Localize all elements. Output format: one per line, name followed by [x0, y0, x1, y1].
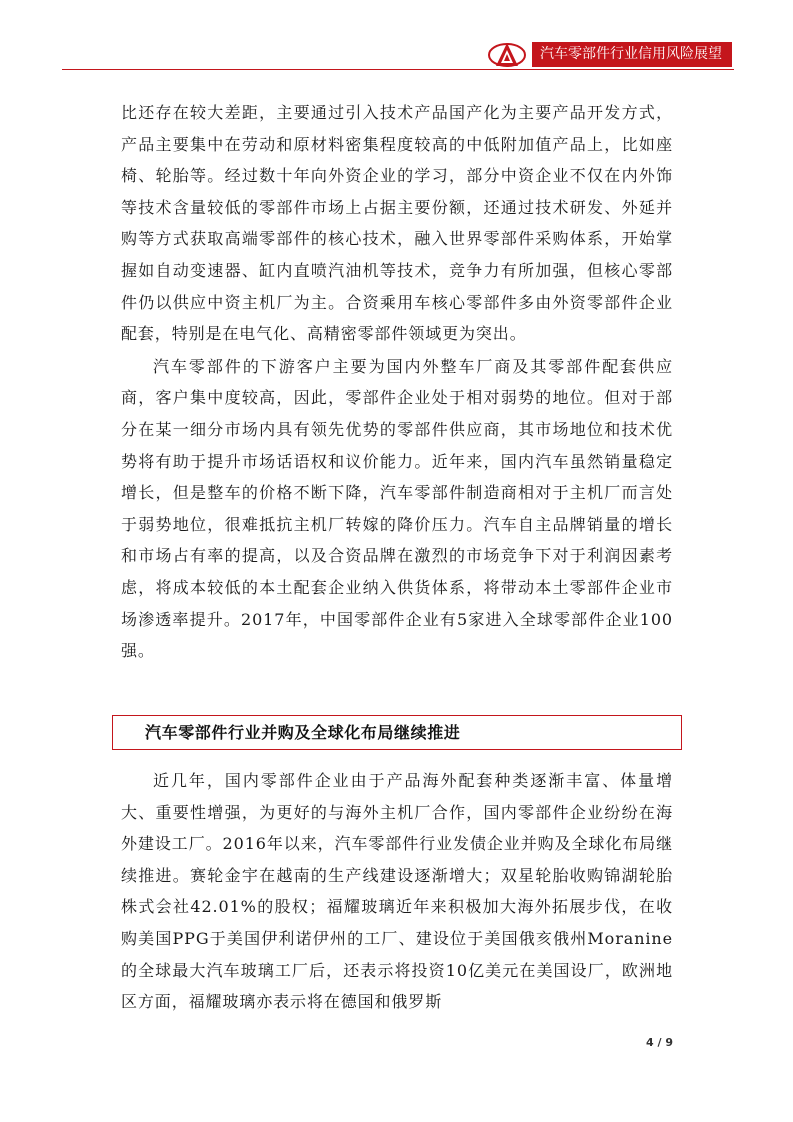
section-heading: 汽车零部件行业并购及全球化布局继续推进 — [145, 723, 461, 742]
body-text-bottom — [121, 765, 673, 1018]
paragraph-1: 比还存在较大差距，主要通过引入技术产品国产化为主要产品开发方式，产品主要集中在劳动和原材料密集程度较高的中低附加值产品上，比如座椅、轮胎等。经过数十年向外资企业的学习，部分中资企业不仅在内外饰等技术含量较低的零部件市场上占据主要份额，还通过技术研发、外延并购等方式获取高端零部件的核心技术，融入世界零部件采购体系，开始掌握如自动变速器、缸内直喷汽油机等技术，竞争力有所加强，但核心零部件仍以供应中资主机厂为主。合资乘用车核心零部件多由外资零部件企业配套，特别是在电气化、高精密零部件领域更为突出。 — [121, 103, 673, 344]
page-number: 4 / 9 — [646, 1036, 673, 1049]
paragraph-3: 近几年，国内零部件企业由于产品海外配套种类逐渐丰富、体量增大、重要性增强，为更好的与海外主机厂合作，国内零部件企业纷纷在海外建设工厂。2016年以来，汽车零部件行业发债企业并购及全球化布局继续推进。赛轮金宇在越南的生产线建设逐渐增大；双星轮胎收购锦湖轮胎株式会社42.01%的股权；福耀玻璃近年来积极加大海外拓展步伐，在收购美国PPG于美国伊利诺伊州的工厂、建设位于美国俄亥俄州Moranine的全球最大汽车玻璃工厂后，还表示将投资10亿美元在美国设厂，欧洲地区方面，福耀玻璃亦表示将在德国和俄罗斯 — [121, 771, 673, 1012]
paragraph-2: 汽车零部件的下游客户主要为国内外整车厂商及其零部件配套供应商，客户集中度较高，因此，零部件企业处于相对弱势的地位。但对于部分在某一细分市场内具有领先优势的零部件供应商，其市场地位和技术优势将有助于提升市场话语权和议价能力。近年来，国内汽车虽然销量稳定增长，但是整车的价格不断下降，汽车零部件制造商相对于主机厂而言处于弱势地位，很难抵抗主机厂转嫁的降价压力。汽车自主品牌销量的增长和市场占有率的提高，以及合资品牌在激烈的市场竞争下对于利润因素考虑，将成本较低的本土配套企业纳入供货体系，将带动本土零部件企业市场渗透率提升。2017年，中国零部件企业有5家进入全球零部件企业100强。 — [121, 356, 673, 661]
header-divider — [62, 69, 734, 70]
body-text-top — [121, 97, 673, 667]
section-heading-box — [112, 715, 682, 750]
header-report-title: 汽车零部件行业信用风险展望 — [532, 42, 732, 67]
company-logo — [487, 40, 527, 70]
page-header — [0, 0, 793, 80]
